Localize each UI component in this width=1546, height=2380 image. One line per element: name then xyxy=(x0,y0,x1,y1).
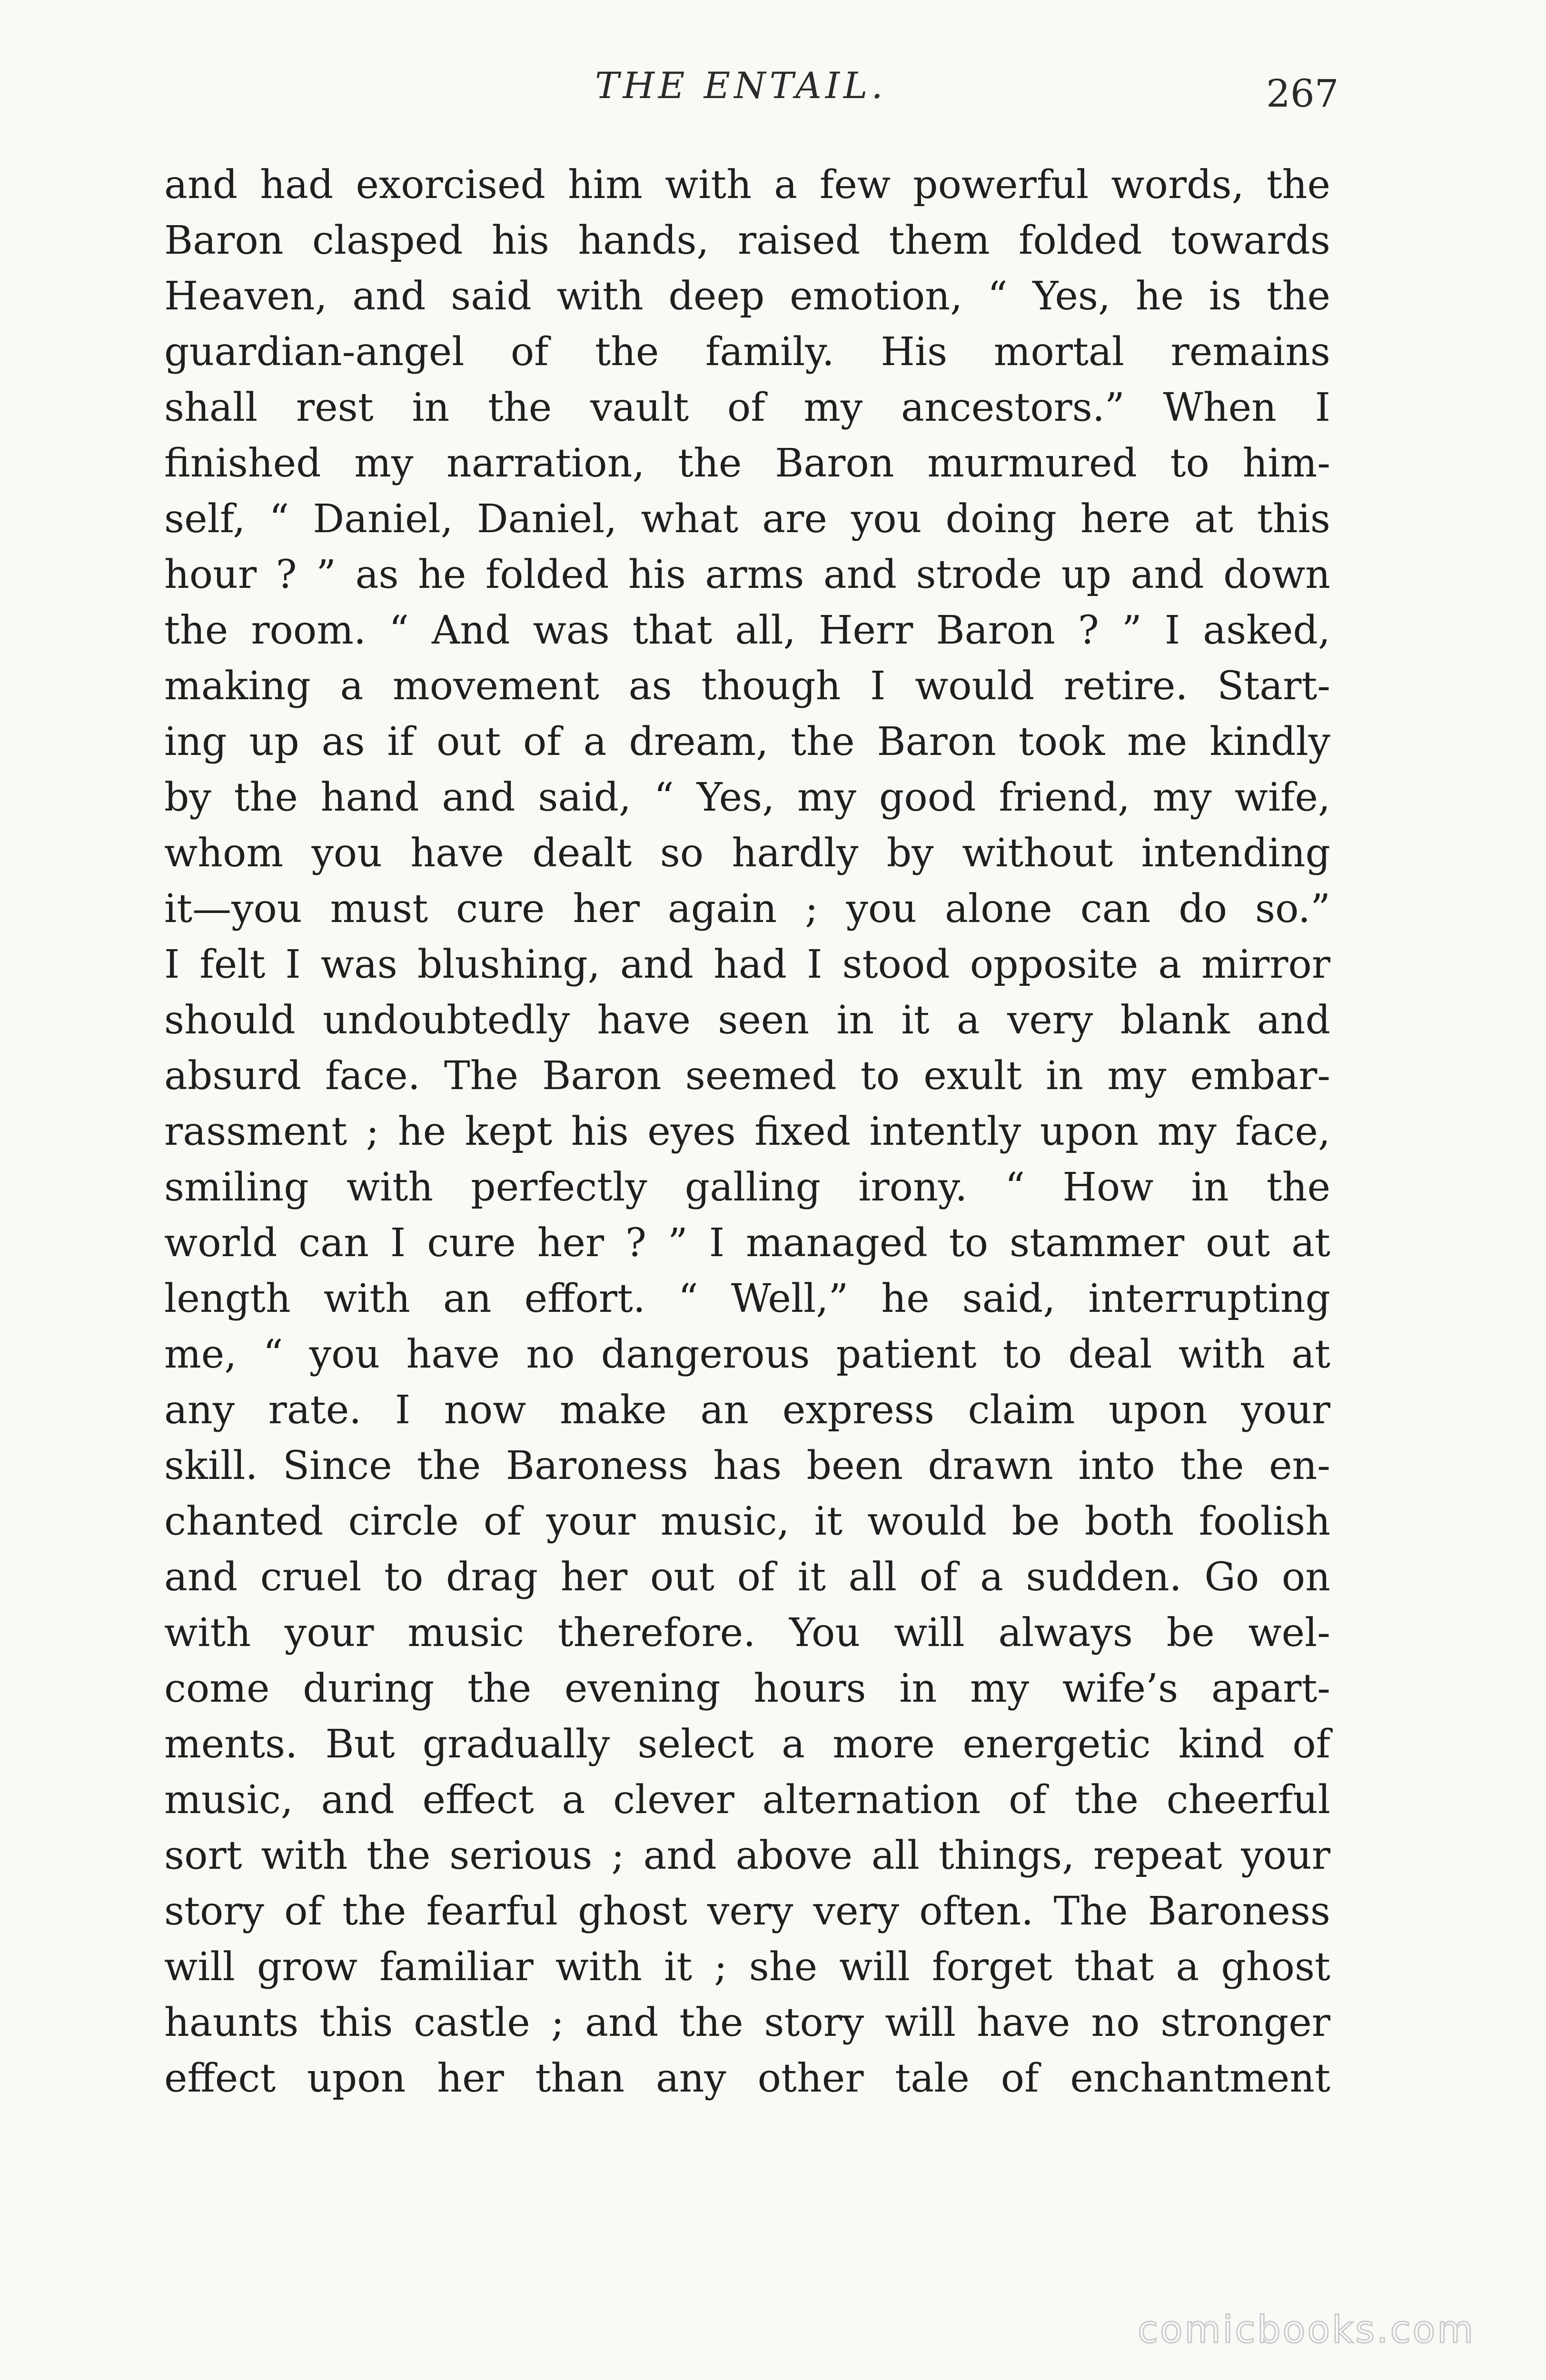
text-line: I felt I was blushing, and had I stood opposite a mirror xyxy=(164,942,1330,987)
text-line: whom you have dealt so hardly by without intending xyxy=(164,831,1330,876)
text-line: haunts this castle ; and the story will have no stronger xyxy=(164,2000,1330,2045)
text-line: and had exorcised him with a few powerful words, the xyxy=(164,162,1330,208)
page-number: 267 xyxy=(1266,71,1339,116)
text-line: it—you must cure her again ; you alone can do so.” xyxy=(164,886,1330,932)
text-line: come during the evening hours in my wife’s apart- xyxy=(164,1666,1330,1711)
text-line: finished my narration, the Baron murmured to him- xyxy=(164,441,1330,486)
text-line: me, “ you have no dangerous patient to deal with at xyxy=(164,1332,1330,1377)
text-line: shall rest in the vault of my ancestors.” When I xyxy=(164,385,1330,430)
text-line: making a movement as though I would retire. Start- xyxy=(164,664,1330,709)
text-line: will grow familiar with it ; she will forget that a ghost xyxy=(164,1944,1330,1990)
text-line: skill. Since the Baroness has been drawn into the en- xyxy=(164,1443,1330,1488)
text-line: Baron clasped his hands, raised them folded towards xyxy=(164,218,1330,263)
text-line: with your music therefore. You will always be wel- xyxy=(164,1610,1330,1656)
text-line: hour ? ” as he folded his arms and strode up and down xyxy=(164,552,1330,597)
running-title: THE ENTAIL. xyxy=(595,64,887,107)
text-line: ing up as if out of a dream, the Baron took me kindly xyxy=(164,719,1330,764)
text-line: Heaven, and said with deep emotion, “ Yes, he is the xyxy=(164,274,1330,319)
text-line: world can I cure her ? ” I managed to stammer out at xyxy=(164,1220,1330,1266)
text-line: sort with the serious ; and above all things, repeat your xyxy=(164,1833,1330,1878)
watermark: comicbooks.com xyxy=(1138,2309,1476,2351)
text-line: music, and effect a clever alternation of the cheerful xyxy=(164,1777,1330,1823)
text-line: length with an effort. “ Well,” he said, interrupting xyxy=(164,1276,1330,1321)
text-line: smiling with perfectly galling irony. “ How in the xyxy=(164,1165,1330,1210)
text-line: the room. “ And was that all, Herr Baron ? ” I asked, xyxy=(164,608,1330,653)
text-line: absurd face. The Baron seemed to exult in my embar- xyxy=(164,1053,1330,1099)
body-text xyxy=(164,157,1330,2106)
text-line: effect upon her than any other tale of enchantment xyxy=(164,2056,1330,2101)
text-line: any rate. I now make an express claim upon your xyxy=(164,1388,1330,1433)
text-line: should undoubtedly have seen in it a very blank and xyxy=(164,998,1330,1043)
text-line: story of the fearful ghost very very often. The Baroness xyxy=(164,1889,1330,1934)
text-line: chanted circle of your music, it would be both foolish xyxy=(164,1499,1330,1544)
text-line: and cruel to drag her out of it all of a sudden. Go on xyxy=(164,1555,1330,1600)
text-line: ments. But gradually select a more energetic kind of xyxy=(164,1722,1330,1767)
text-line: self, “ Daniel, Daniel, what are you doing here at this xyxy=(164,496,1330,542)
text-line: rassment ; he kept his eyes fixed intently upon my face, xyxy=(164,1109,1330,1154)
text-line: by the hand and said, “ Yes, my good friend, my wife, xyxy=(164,775,1330,820)
text-line: guardian-angel of the family. His mortal remains xyxy=(164,329,1330,375)
